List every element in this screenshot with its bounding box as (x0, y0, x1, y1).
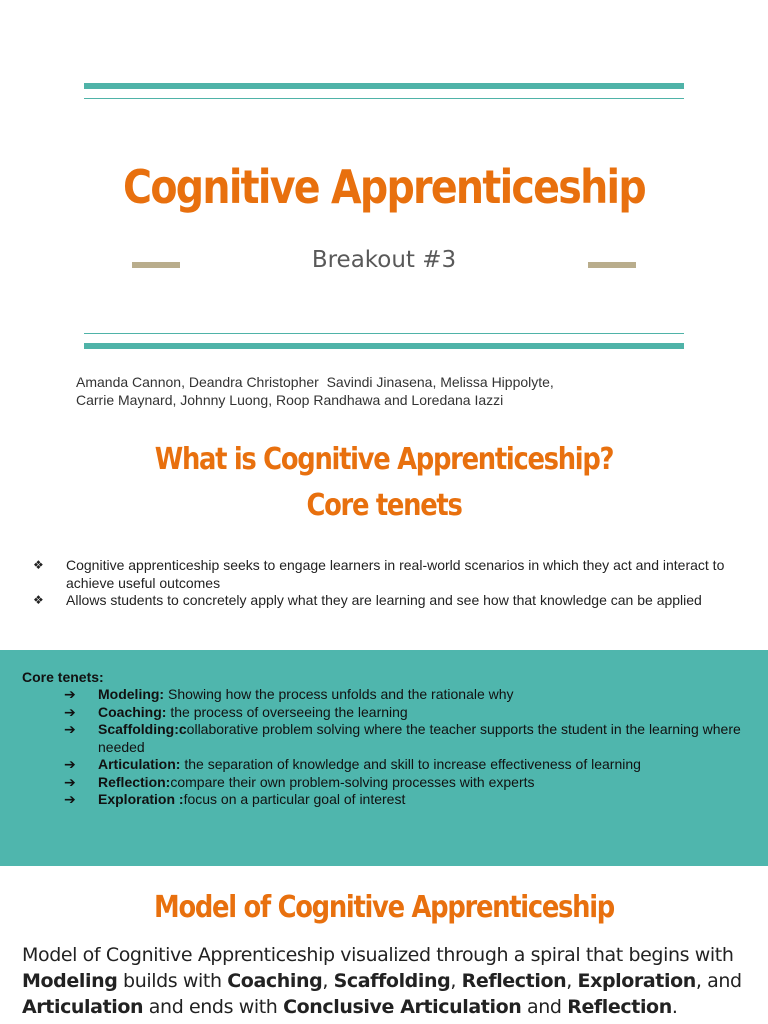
bold-term: Exploration (577, 970, 696, 992)
bottom-rule-thin (84, 333, 684, 334)
arrow-right-icon: ➔ (64, 756, 76, 772)
tenet-desc: focus on a particular goal of interest (183, 791, 406, 807)
slide-title: Cognitive Apprenticeship (123, 160, 645, 214)
authors-line-2: Carrie Maynard, Johnny Luong, Roop Randhawa and Loredana Iazzi (76, 392, 504, 408)
list-item (64, 686, 754, 704)
text-run: , (322, 970, 334, 992)
tenet-desc: ollaborative problem solving where the teacher supports the student in the learning where needed (98, 721, 741, 755)
arrow-right-icon: ➔ (64, 686, 76, 702)
tenet-term: Coaching: (98, 703, 167, 720)
text-run: . (671, 996, 678, 1018)
authors-list (76, 373, 716, 409)
model-heading: Model of Cognitive Apprenticeship (154, 890, 614, 925)
bullet-text: Allows students to concretely apply what they are learning and see how that knowledge can be applied (66, 592, 702, 608)
arrow-right-icon: ➔ (64, 773, 76, 790)
text-run: and ends with (143, 996, 284, 1018)
text-run: , and (695, 970, 742, 992)
what-heading-line-2: Core tenets (306, 488, 462, 523)
core-tenets-panel (0, 650, 768, 866)
bullet-text: Cognitive apprenticeship seeks to engage learners in real-world scenarios in which they act and interact to achieve useful outcomes (66, 557, 725, 591)
list-item (64, 756, 754, 774)
what-heading (54, 438, 714, 528)
tenet-term: Modeling: (98, 686, 165, 702)
bottom-rule-thick (84, 343, 684, 349)
list-item (30, 557, 760, 592)
bold-term: Modeling (22, 970, 118, 992)
tenet-term: Articulation: (98, 756, 181, 772)
bold-term: Reflection (461, 970, 567, 992)
list-item (30, 592, 760, 610)
tenet-desc: the separation of knowledge and skill to increase effectiveness of learning (180, 756, 641, 772)
model-description (22, 942, 752, 1020)
list-item (64, 704, 754, 722)
intro-bullet-list (30, 557, 760, 610)
what-heading-line-1: What is Cognitive Apprenticeship? (154, 442, 614, 477)
list-item (64, 774, 754, 792)
list-item (64, 791, 754, 809)
core-tenets-list (64, 686, 754, 809)
arrow-right-icon: ➔ (64, 791, 76, 807)
diamond-bullet-icon: ❖ (33, 558, 44, 572)
right-dash-decoration (588, 262, 636, 268)
top-rule-thin (84, 98, 684, 99)
bold-term: Conclusive Articulation (283, 996, 522, 1018)
slide-subtitle: Breakout #3 (311, 247, 457, 273)
top-rule-thick (84, 83, 684, 89)
text-run: and (521, 996, 568, 1018)
list-item (64, 721, 754, 756)
bold-term: Coaching (227, 970, 323, 992)
bold-term: Reflection (567, 996, 672, 1018)
tenet-desc: the process of overseeing the learning (166, 703, 408, 720)
tenet-desc: Showing how the process unfolds and the rationale why (164, 686, 514, 702)
arrow-right-icon: ➔ (64, 721, 76, 737)
tenet-desc: compare their own problem-solving processes with experts (170, 773, 535, 790)
text-run: , (566, 970, 578, 992)
core-tenets-title: Core tenets: (22, 669, 104, 685)
tenet-term: Scaffolding:c (98, 721, 187, 737)
arrow-right-icon: ➔ (64, 703, 76, 720)
bold-term: Scaffolding (333, 970, 451, 992)
bold-term: Articulation (22, 996, 144, 1018)
text-run: , (450, 970, 462, 992)
diamond-bullet-icon: ❖ (33, 593, 44, 607)
authors-line-1: Amanda Cannon, Deandra Christopher Savindi Jinasena, Melissa Hippolyte, (76, 374, 554, 390)
text-run: builds with (117, 970, 228, 992)
tenet-term: Reflection: (98, 773, 171, 790)
text-run: Model of Cognitive Apprenticeship visualized through a spiral that begins with (22, 944, 734, 966)
tenet-term: Exploration : (98, 791, 184, 807)
